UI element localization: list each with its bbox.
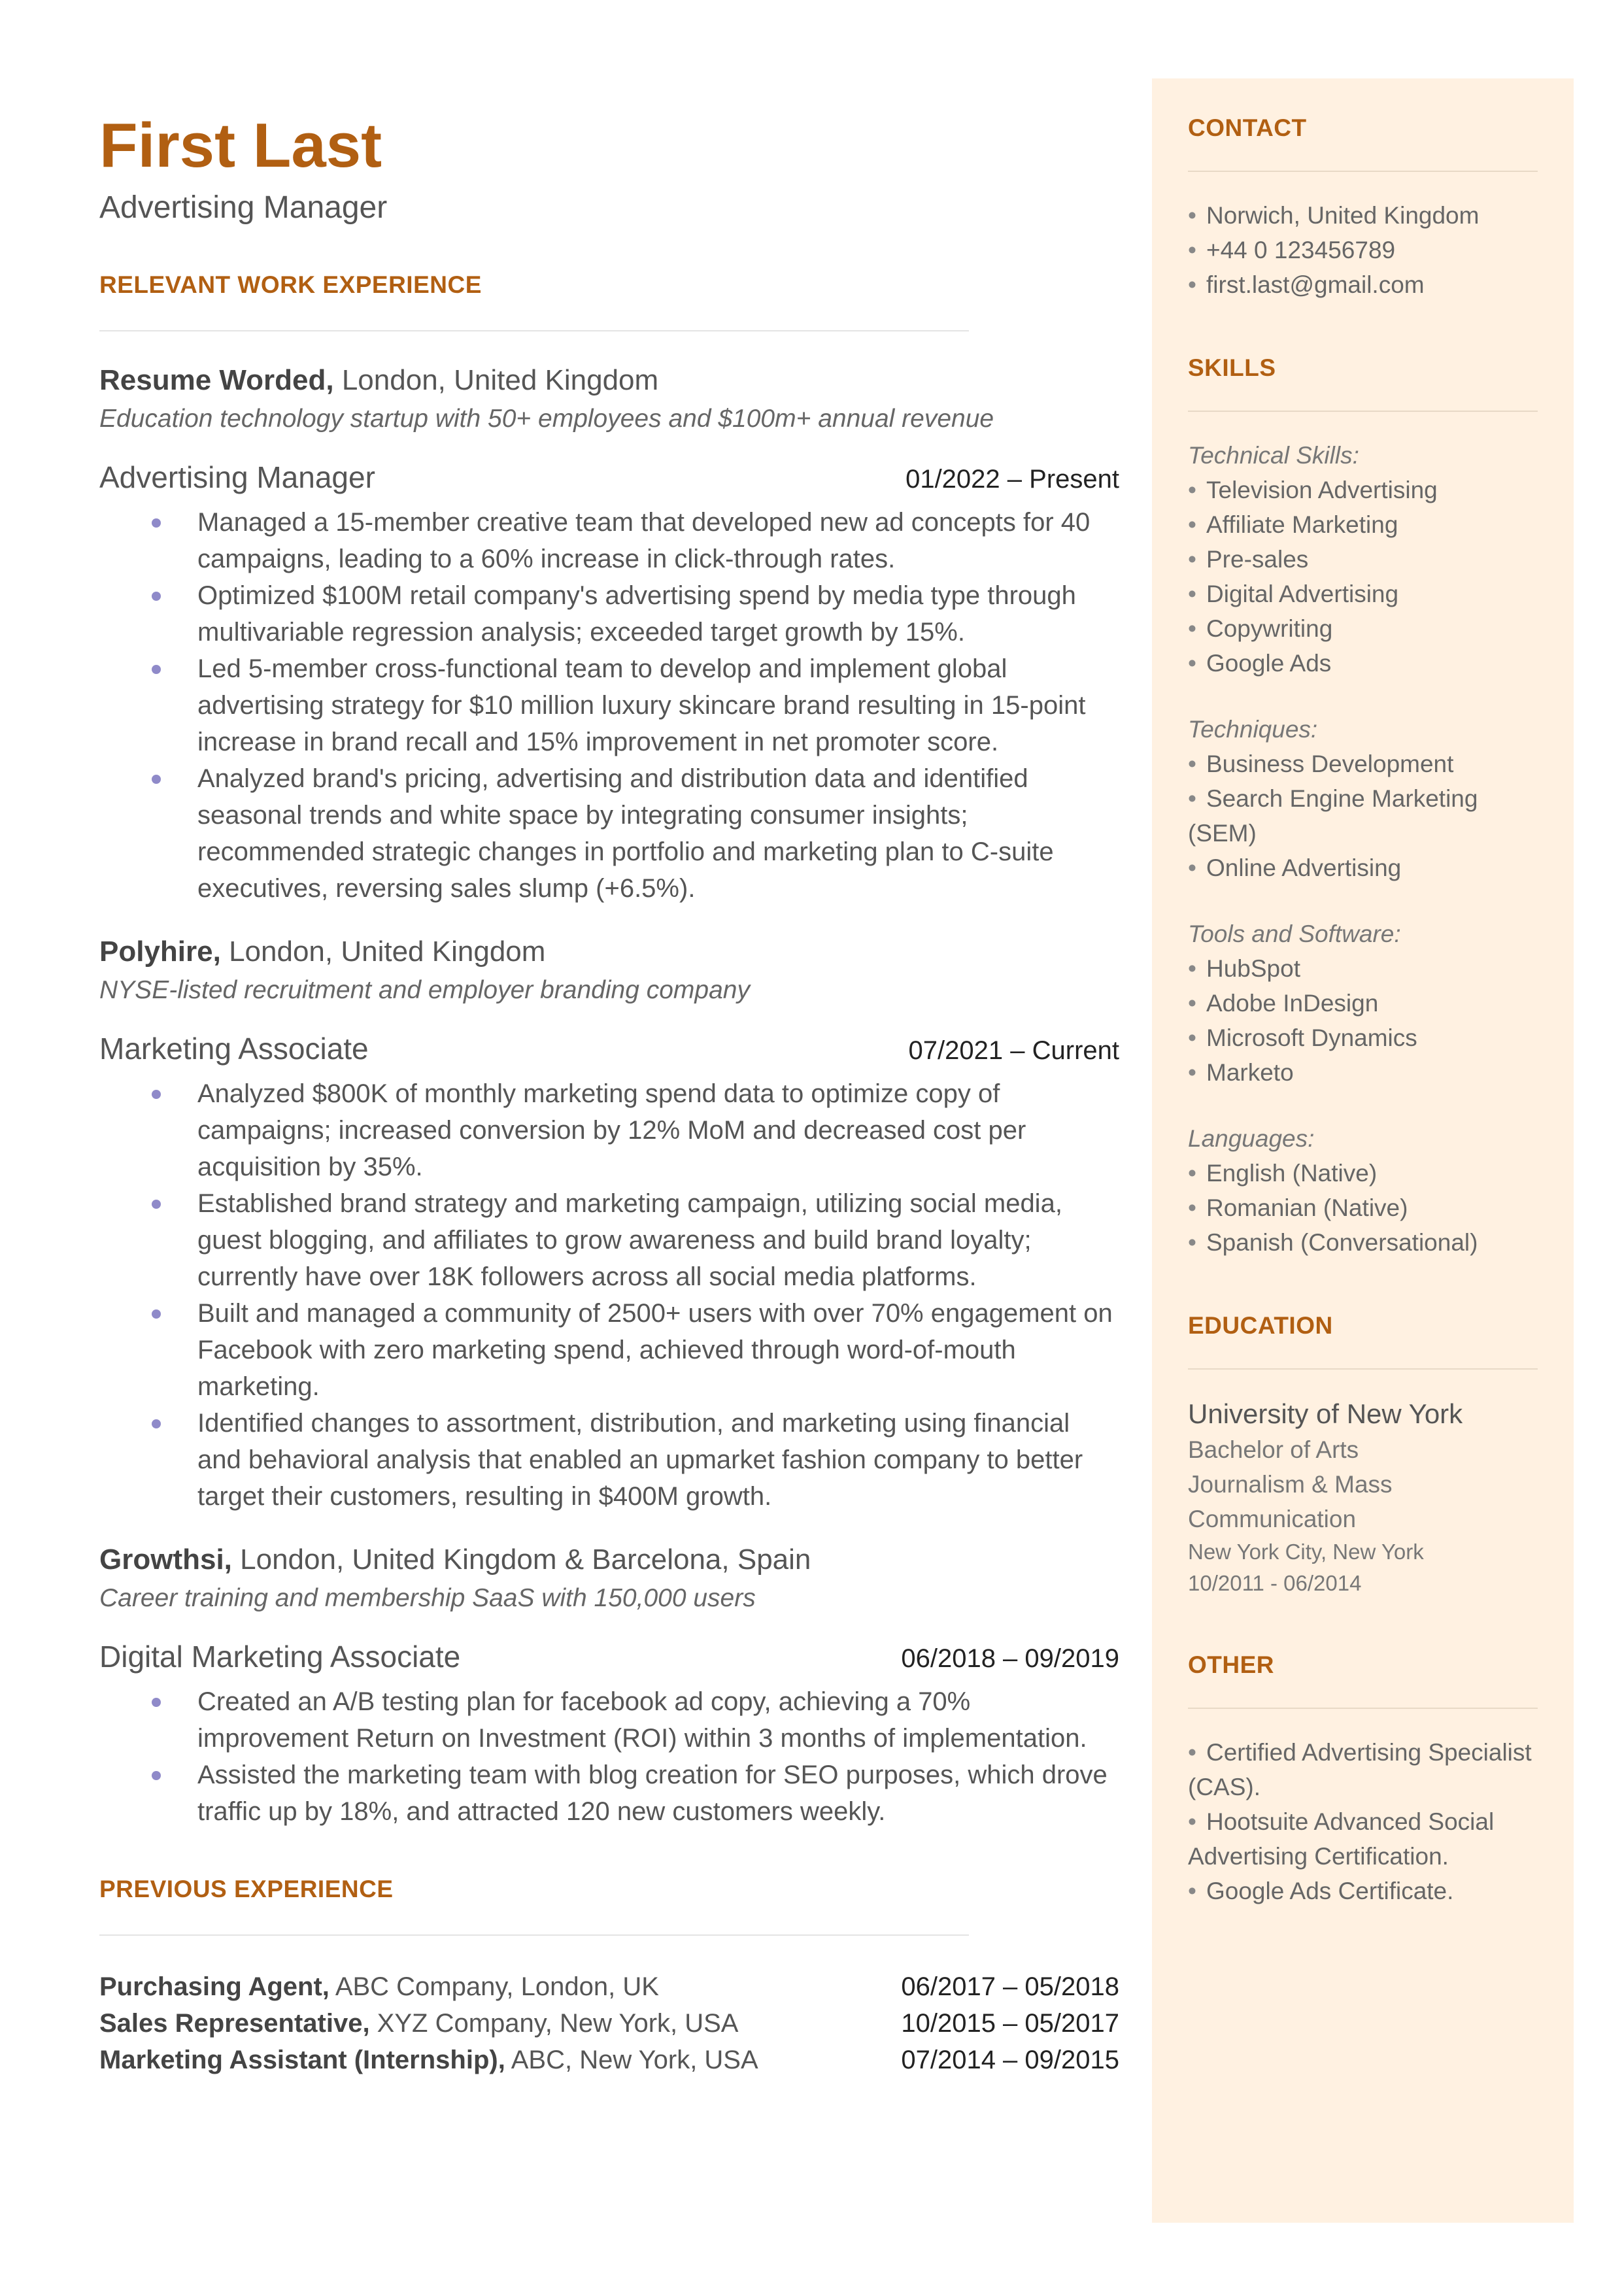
skill-item: • Online Advertising <box>1188 851 1538 885</box>
job-dates: 06/2018 – 09/2019 <box>901 1644 1119 1673</box>
previous-dates: 07/2014 – 09/2015 <box>901 2045 1119 2074</box>
skill-group-label: Languages: <box>1188 1125 1315 1152</box>
skills-section <box>1188 354 1538 1260</box>
previous-experience-heading: PREVIOUS EXPERIENCE <box>99 1875 394 1902</box>
divider <box>1188 411 1538 412</box>
list-item: Assisted the marketing team with blog creation for SEO purposes, which drove traffic up by 18%, and attracted 120 new customers weekly. <box>197 1757 1119 1830</box>
education-heading: EDUCATION <box>1188 1312 1333 1339</box>
skill-item: • Google Ads <box>1188 646 1538 681</box>
company-name: Resume Worded, <box>99 363 334 396</box>
other-section <box>1188 1651 1538 1908</box>
previous-dates: 10/2015 – 05/2017 <box>901 2008 1119 2038</box>
skill-item: • Spanish (Conversational) <box>1188 1225 1538 1260</box>
list-item: Identified changes to assortment, distribution, and marketing using financial and behavioral analysis that enabled an upmarket fashion company to better target their customers, resulting in $400M growth. <box>197 1405 1119 1515</box>
job-role: Digital Marketing Associate <box>99 1639 461 1674</box>
job-entry <box>99 1543 1119 1830</box>
previous-row <box>99 1968 1119 2005</box>
job-bullets <box>99 504 1119 907</box>
divider <box>1188 1368 1538 1370</box>
skill-item: • Copywriting <box>1188 611 1538 646</box>
education-location: New York City, New York <box>1188 1540 1424 1564</box>
skill-item: • Microsoft Dynamics <box>1188 1020 1538 1055</box>
company-description: Education technology startup with 50+ employees and $100m+ annual revenue <box>99 404 994 433</box>
previous-row <box>99 2042 1119 2078</box>
other-item: • Certified Advertising Specialist (CAS). <box>1188 1735 1538 1804</box>
education-school: University of New York <box>1188 1398 1463 1429</box>
role-line <box>99 1031 1119 1066</box>
job-role: Marketing Associate <box>99 1031 369 1066</box>
job-dates: 07/2021 – Current <box>908 1036 1119 1065</box>
main-column <box>99 111 1119 2078</box>
skill-item: • Affiliate Marketing <box>1188 507 1538 542</box>
previous-experience-list <box>99 1968 1119 2078</box>
skill-item: • Television Advertising <box>1188 473 1538 507</box>
education-degree: Bachelor of Arts <box>1188 1436 1359 1463</box>
previous-org: XYZ Company, New York, USA <box>369 2008 739 2038</box>
skills-heading: SKILLS <box>1188 354 1276 381</box>
education-dates: 10/2011 - 06/2014 <box>1188 1571 1362 1595</box>
previous-dates: 06/2017 – 05/2018 <box>901 1972 1119 2001</box>
education-field: Journalism & Mass Communication <box>1188 1471 1393 1532</box>
skill-item: • Marketo <box>1188 1055 1538 1090</box>
divider <box>99 1934 969 1936</box>
job-entry <box>99 364 1119 907</box>
role-line <box>99 1639 1119 1674</box>
company-description: NYSE-listed recruitment and employer branding company <box>99 975 750 1004</box>
skill-item: • Romanian (Native) <box>1188 1190 1538 1225</box>
job-company <box>99 936 1119 968</box>
job-role: Advertising Manager <box>99 460 375 494</box>
divider <box>99 330 969 331</box>
skill-item: • English (Native) <box>1188 1156 1538 1190</box>
divider <box>1188 171 1538 172</box>
contact-heading: CONTACT <box>1188 114 1307 141</box>
skill-item: • Digital Advertising <box>1188 577 1538 611</box>
skill-group-label: Techniques: <box>1188 716 1318 743</box>
candidate-title: Advertising Manager <box>99 190 388 225</box>
candidate-name: First Last <box>99 110 382 180</box>
list-item: Led 5-member cross-functional team to develop and implement global advertising strategy for $10 million luxury skincare brand resulting in 15-point increase in brand recall and 15% improvement in net promoter score. <box>197 650 1119 760</box>
skill-item: • Search Engine Marketing (SEM) <box>1188 781 1538 851</box>
skill-group-label: Technical Skills: <box>1188 442 1359 469</box>
previous-org: ABC, New York, USA <box>505 2045 758 2074</box>
job-bullets <box>99 1683 1119 1830</box>
work-experience-heading: RELEVANT WORK EXPERIENCE <box>99 271 482 298</box>
job-dates: 01/2022 – Present <box>905 464 1119 494</box>
company-name: Growthsi, <box>99 1543 232 1576</box>
sidebar <box>1152 78 1574 2223</box>
education-section <box>1188 1312 1538 1599</box>
contact-email[interactable]: • first.last@gmail.com <box>1188 267 1538 302</box>
job-entry <box>99 936 1119 1515</box>
job-company <box>99 364 1119 397</box>
skill-item: • HubSpot <box>1188 951 1538 986</box>
list-item: Built and managed a community of 2500+ users with over 70% engagement on Facebook with zero marketing spend, achieved through word-of-mouth marketing. <box>197 1295 1119 1405</box>
list-item: Optimized $100M retail company's advertising spend by media type through multivariable regression analysis; exceeded target growth by 15%. <box>197 577 1119 650</box>
other-item: • Google Ads Certificate. <box>1188 1874 1538 1908</box>
list-item: Created an A/B testing plan for facebook ad copy, achieving a 70% improvement Return on Investment (ROI) within 3 months of implementation. <box>197 1683 1119 1757</box>
skill-group-label: Tools and Software: <box>1188 920 1401 947</box>
previous-title: Sales Representative, <box>99 2008 370 2038</box>
list-item: Established brand strategy and marketing campaign, utilizing social media, guest blogging, and affiliates to grow awareness and build brand loyalty; currently have over 18K followers across all social media platforms. <box>197 1185 1119 1295</box>
list-item: Managed a 15-member creative team that developed new ad concepts for 40 campaigns, leading to a 60% increase in click-through rates. <box>197 504 1119 577</box>
skill-item: • Pre-sales <box>1188 542 1538 577</box>
contact-location: • Norwich, United Kingdom <box>1188 198 1538 233</box>
company-location: London, United Kingdom & Barcelona, Spain <box>231 1543 811 1576</box>
company-location: London, United Kingdom <box>220 935 546 968</box>
contact-phone[interactable]: • +44 0 123456789 <box>1188 233 1538 267</box>
list-item: Analyzed brand's pricing, advertising and distribution data and identified seasonal trends and white space by integrating consumer insights; recommended strategic changes in portfolio and marketing plan to C-suite executives, reversing sales slump (+6.5%). <box>197 760 1119 907</box>
company-description: Career training and membership SaaS with 150,000 users <box>99 1583 756 1612</box>
role-line <box>99 460 1119 495</box>
skill-item: • Adobe InDesign <box>1188 986 1538 1020</box>
company-name: Polyhire, <box>99 935 221 968</box>
list-item: Analyzed $800K of monthly marketing spend data to optimize copy of campaigns; increased conversion by 12% MoM and decreased cost per acquisition by 35%. <box>197 1075 1119 1185</box>
skill-item: • Business Development <box>1188 747 1538 781</box>
job-company <box>99 1543 1119 1576</box>
contact-section <box>1188 114 1538 302</box>
company-location: London, United Kingdom <box>333 363 659 396</box>
divider <box>1188 1708 1538 1709</box>
job-bullets <box>99 1075 1119 1515</box>
other-item: • Hootsuite Advanced Social Advertising Certification. <box>1188 1804 1538 1874</box>
previous-row <box>99 2005 1119 2042</box>
previous-title: Marketing Assistant (Internship), <box>99 2045 505 2074</box>
previous-org: ABC Company, London, UK <box>329 1972 659 2001</box>
previous-title: Purchasing Agent, <box>99 1972 330 2001</box>
other-heading: OTHER <box>1188 1651 1274 1678</box>
